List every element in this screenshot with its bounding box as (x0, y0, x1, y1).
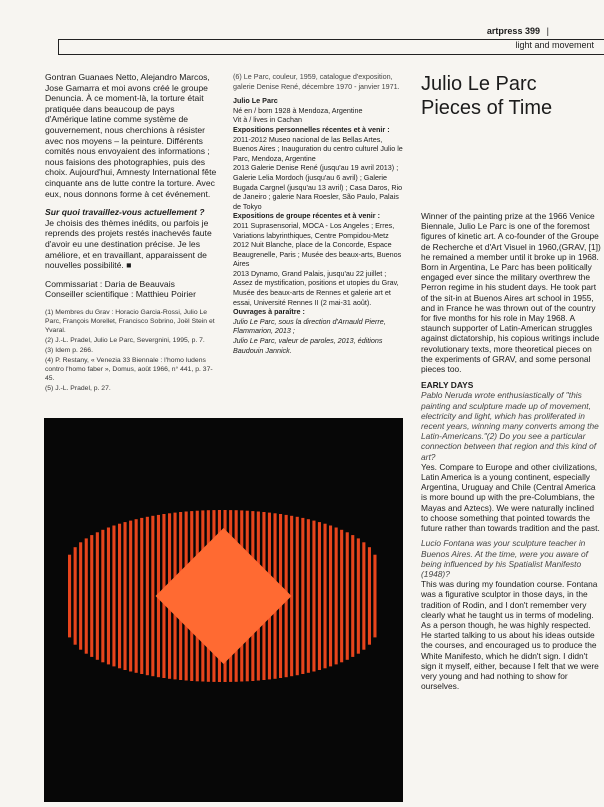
artwork-bar (101, 530, 104, 663)
artwork-svg (44, 418, 403, 802)
magazine-brand: artpress 399 (486, 26, 540, 36)
artwork-bar (307, 519, 310, 673)
credit-advisor: Conseiller scientifique : Matthieu Poirier (45, 289, 196, 300)
footnote: (6) Le Parc, couleur, 1959, catalogue d'exposition, galerie Denise René, décembre 1970 - janvier 1971. (233, 72, 400, 91)
group-heading: Expositions de groupe récentes et à venir : (233, 211, 380, 221)
artwork-bar (368, 547, 371, 645)
column-english-interview (421, 211, 601, 691)
intro-paragraph: Winner of the painting prize at the 1966 Venice Biennale, Julio Le Parc is one of the foremost figures of kinetic art. A co-founder of the Groupe de Recherche et d'Art Visuel in 1960,(GRAV, [1]) he remained a member until it broke up in 1968. Born in Argentina, Le Parc has been politically engaged ever since the military overthrew the Perron regime in his student days. He took part of the sit-in at Buenos Aires art school in 1955, and in France he was thrown out of the country for five months for his role in May 1968. A staunch supporter of Latin-American struggles against dictatorship, his copious writings include revolutionary texts, more theoretical pieces on the experiments of GRAV, and some personal pieces too. (421, 211, 601, 375)
solo-item: 2013 Galerie Denise René (jusqu'au 19 avril 2013) ; Galerie Lelia Mordoch (jusqu'au 6 avril) ; Galerie Bugada Cargnel (jusqu'au 13 avril) ; Casa Daros, Rio de Janeiro ; galerie Nara Roesler, São Paulo, Palais de Tokyo (233, 163, 403, 211)
footnote: (3) Idem p. 266. (45, 346, 93, 354)
artwork-bar (318, 522, 321, 670)
footnote: (5) J.-L. Pradel, p. 27. (45, 384, 111, 392)
footnote: (2) J.-L. Pradel, Julio Le Parc, Severgnini, 1995, p. 7. (45, 336, 205, 344)
artwork-bar (362, 542, 365, 649)
artwork-bar (68, 555, 71, 638)
group-item: 2011 Suprasensorial, MOCA - Los Angeles ; Erres, Variations labyrinthiques, Centre Pompidou-Metz (233, 220, 395, 240)
header-separator: | (546, 26, 549, 36)
section-heading: EARLY DAYS (421, 380, 474, 391)
bio-born: Né en / born 1928 à Mendoza, Argentine (233, 105, 363, 115)
interview-answer: Yes. Compare to Europe and other civilizations, Latin America is a young continent, especially Argentina, Uruguay and Chile (Central America is more bound up with the pre-Columbians, the Mayas and Aztecs). We were naturally inclined to choose something that pointed towards the future rather than towards tradition and the past. (421, 461, 600, 534)
paragraph: Je choisis des thèmes inédits, ou parfois je reprends des projets restés inachevés faute d'avoir eu une destination précise. Je les améliore, et en travaillant, apparaissent de nouvelles possibilité. ■ (45, 217, 212, 271)
bio-lives: Vit à / lives in Cachan (233, 115, 302, 125)
group-item: 2013 Dynamo, Grand Palais, jusqu'au 22 juillet ; Assez de mystification, positions et utopies du Grav, Musée des beaux-arts de Rennes et galerie art et essai, Université Rennes II (2 mai-31 août). (233, 268, 399, 307)
artwork-bar (129, 521, 132, 672)
interview-answer: This was during my foundation course. Fontana was a figurative sculptor in those days, in the tradition of Rodin, and I don't remember very clearly what he taught us in terms of modeling. As a person though, he was highly respected. He started talking to us about his ideas outside the courses, and encouraged us to produce the White Manifesto, which he didn't sign. I didn't sign it myself, either, because I felt that we were very young and had nothing to show for ourselves. (421, 579, 599, 692)
book-item: Julio Le Parc, sous la direction d'Arnauld Pierre, Flammarion, 2013 ; (233, 316, 386, 336)
artwork-bar (118, 524, 121, 669)
artwork-bar (357, 538, 360, 653)
footnote: (1) Membres du Grav : Horacio Garcia-Rossi, Julio Le Parc, François Morellet, Francisco Sobrino, Joël Stein et Yvaral. (45, 308, 215, 334)
title-line: Pieces of Time (421, 97, 553, 119)
artwork-bar (146, 517, 149, 675)
article-title (421, 72, 601, 120)
artwork-bar (135, 519, 138, 673)
artwork-bar (96, 532, 99, 660)
artwork-bar (335, 528, 338, 665)
footnote: (4) P. Restany, « Venezia 33 Biennale : l'homo ludens contro l'homo faber », Domus, août 1966, n° 441, p. 37-45. (45, 356, 213, 382)
books-heading: Ouvrages à paraître : (233, 307, 305, 317)
book-item: Julio Le Parc, valeur de paroles, 2013, éditions Baudouin Jannick. (233, 336, 383, 355)
artwork-bar (107, 528, 110, 665)
section-title: light and movement (515, 40, 594, 50)
artwork-bar (373, 555, 376, 638)
interview-question: Pablo Neruda wrote enthusiastically of "this painting and sculpture made up of movement, electricity and light, which has proliferated in recent years, winning many converts among the Latin-Americans."(2) Do you see a particular connection between that region and this kind of art? (421, 390, 599, 462)
artwork-bar (324, 524, 327, 669)
interview-question: Sur quoi travaillez-vous actuellement ? (45, 207, 205, 218)
column-bio (233, 72, 405, 355)
artwork-bar (112, 526, 115, 667)
paragraph: Gontran Guanaes Netto, Alejandro Marcos, Jose Gamarra et moi avons créé le groupe Denuncia. À ce moment-là, la torture était pratiquée dans beaucoup de pays d'Amérique latine comme système de gouvernement, nous cherchions à résister avec nos moyens – la peinture. Différents comités nous envoyaient des informations ; nous faisions des photographies, puis des choix. Aujourd'hui, Amnesty International fête cinquante ans de lutte contre la torture. Avec eux, nous donnons forme à cet événement. (45, 72, 217, 199)
artwork-bar (151, 516, 154, 676)
artwork-bar (340, 530, 343, 663)
artwork-bar (90, 535, 93, 657)
title-line: Julio Le Parc (421, 73, 537, 95)
artwork-bar (124, 522, 127, 670)
artwork-bar (140, 518, 143, 674)
artwork-bar (79, 542, 82, 649)
artwork-bar (312, 521, 315, 672)
artwork-bar (329, 526, 332, 667)
solo-item: 2011-2012 Museo nacional de las Bellas Artes, Buenos Aires ; Inauguration du centro culturel Julio le Parc, Mendoza, Argentine (233, 134, 403, 163)
interview-question: Lucio Fontana was your sculpture teacher in Buenos Aires. At the time, were you aware of being influenced by his Spatialist Manifesto (1948)? (421, 538, 588, 579)
artwork-bar (301, 518, 304, 674)
bio-title: Julio Le Parc (233, 96, 278, 106)
artwork-image (44, 418, 403, 802)
column-french-interview (45, 72, 220, 394)
footnotes (45, 308, 220, 393)
artwork-bar (346, 532, 349, 660)
group-item: 2012 Nuit Blanche, place de la Concorde, Espace Beaugrenelle, Paris ; Musée des beaux-arts, Buenos Aires (233, 240, 402, 269)
artwork-bar (85, 538, 88, 653)
artwork-bar (296, 517, 299, 675)
artwork-bar (351, 535, 354, 657)
artwork-bar (74, 547, 77, 645)
credit-curator: Commissariat : Daria de Beauvais (45, 278, 175, 289)
solo-heading: Expositions personnelles récentes et à venir : (233, 124, 390, 134)
